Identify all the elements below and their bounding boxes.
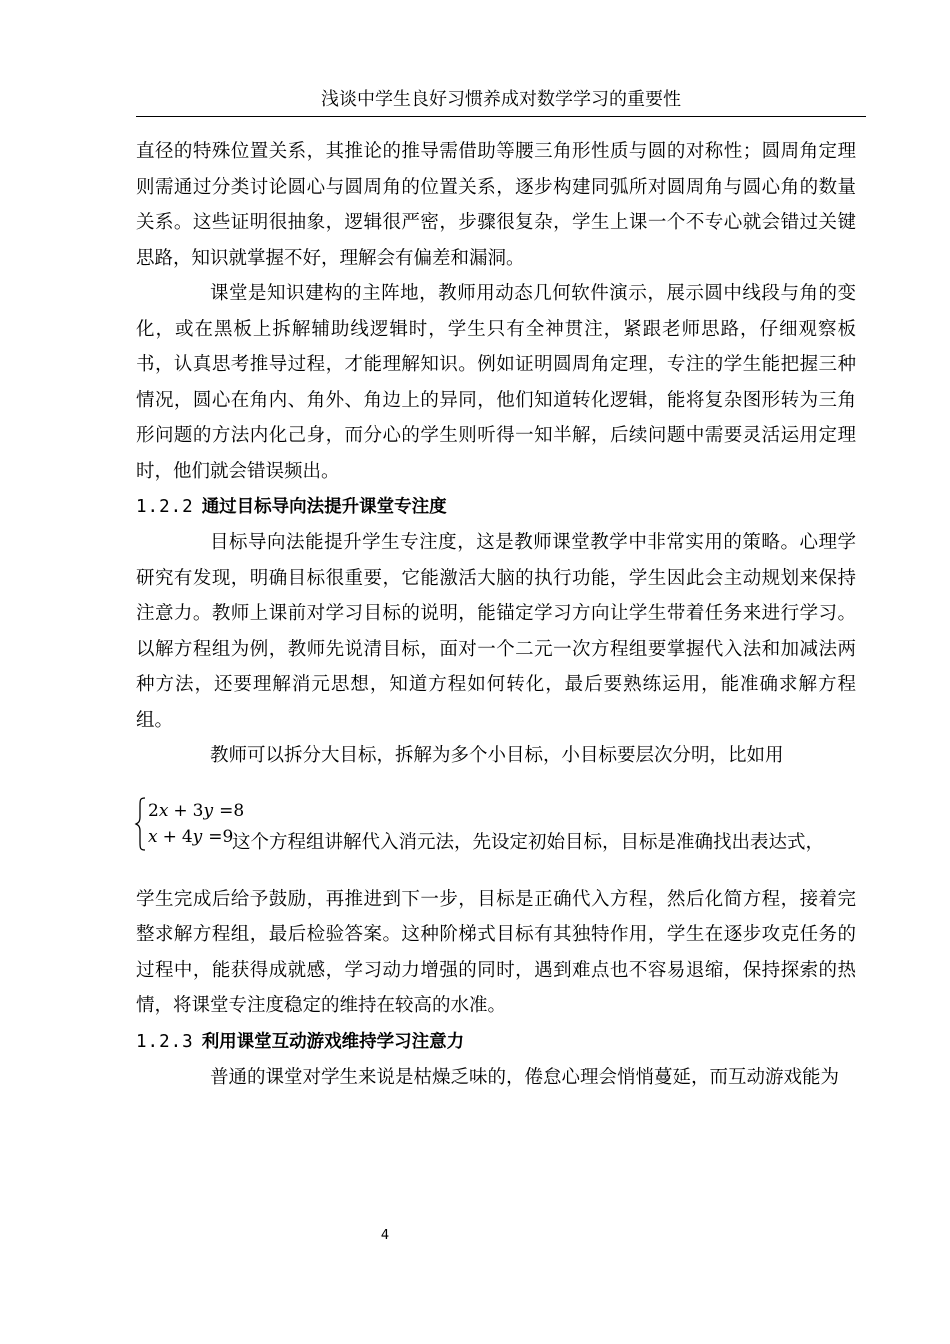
paragraph: 学生完成后给予鼓励，再推进到下一步，目标是正确代入方程，然后化简方程，接着完整求解方程组，最后检验答案。这种阶梯式目标有其独特作用，学生在逐步攻克任务的过程中，能获得成就感，学习动力增强的同时，遇到难点也不容易退缩，保持探索的热情，将课堂专注度稳定的维持在较高的水准。 [136, 888, 856, 1016]
equation-line [136, 795, 856, 861]
eq1-v2: y [203, 800, 214, 821]
eq1-c2: 3 [192, 800, 204, 821]
equation-inline-text: 这个方程组讲解代入消元法，先设定初始目标，目标是准确找出表达式， [232, 831, 825, 853]
header-rule [136, 116, 866, 117]
page-number: 4 [380, 1228, 390, 1243]
section-title: 利用课堂互动游戏维持学习注意力 [201, 1031, 465, 1052]
paragraph: 目标导向法能提升学生专注度，这是教师课堂教学中非常实用的策略。心理学研究有发现，明确目标很重要，它能激活大脑的执行功能，学生因此会主动规划来保持注意力。教师上课前对学习目标的说明，能锚定学习方向让学生带着任务来进行学习。以解方程组为例，教师先说清目标，面对一个二元一次方程组要掌握代入法和加减法两种方法，还要理解消元思想，知道方程如何转化，最后要熟练运用，能准确求解方程组。 [136, 532, 856, 731]
eq2-op: + [162, 826, 177, 847]
brace-icon [136, 798, 145, 850]
svg-text:x+4y=9 [148, 827, 233, 847]
equation-system [136, 795, 245, 853]
eq1-op: + [173, 800, 188, 821]
section-heading [136, 1024, 856, 1060]
section-title: 通过目标导向法提升课堂专注度 [201, 497, 447, 517]
paragraph: 教师可以拆分大目标，拆解为多个小目标，小目标要层次分明，比如用 [210, 745, 784, 766]
eq2-eq: = [208, 826, 223, 847]
section-heading [136, 489, 856, 525]
document-body [136, 134, 856, 1095]
eq2-v1: x [148, 826, 158, 847]
section-number: 1.2.2 [136, 497, 194, 517]
paragraph: 普通的课堂对学生来说是枯燥乏味的，倦怠心理会悄悄蔓延，而互动游戏能为 [210, 1066, 840, 1088]
eq2-rhs: 9 [222, 826, 234, 847]
eq2-v2: y [192, 826, 203, 847]
eq1-v1: x [158, 800, 169, 821]
eq2-c2: 4 [181, 826, 193, 847]
eq1-eq: = [219, 800, 234, 821]
eq1-c1: 2 [148, 800, 159, 821]
paragraph: 课堂是知识建构的主阵地，教师用动态几何软件演示，展示圆中线段与角的变化，或在黑板上拆解辅助线逻辑时，学生只有全神贯注，紧跟老师思路，仔细观察板书，认真思考推导过程，才能理解知识。例如证明圆周角定理，专注的学生能把握三种情况，圆心在角内、角外、角边上的异同，他们知道转化逻辑，能将复杂图形转为三角形问题的方法内化己身，而分心的学生则听得一知半解，后续问题中需要灵活运用定理时，他们就会错误频出。 [136, 283, 856, 482]
eq1-rhs: 8 [233, 800, 245, 821]
paragraph: 直径的特殊位置关系，其推论的推导需借助等腰三角形性质与圆的对称性；圆周角定理则需通过分类讨论圆心与圆周角的位置关系，逐步构建同弧所对圆周角与圆心角的数量关系。这些证明很抽象，逻辑很严密，步骤很复杂，学生上课一个不专心就会错过关键思路，知识就掌握不好，理解会有偏差和漏洞。 [136, 141, 856, 269]
running-header: 浅谈中学生良好习惯养成对数学学习的重要性 [321, 89, 681, 110]
svg-text:2x+3y=8 [148, 801, 244, 821]
section-number: 1.2.3 [136, 1031, 194, 1052]
